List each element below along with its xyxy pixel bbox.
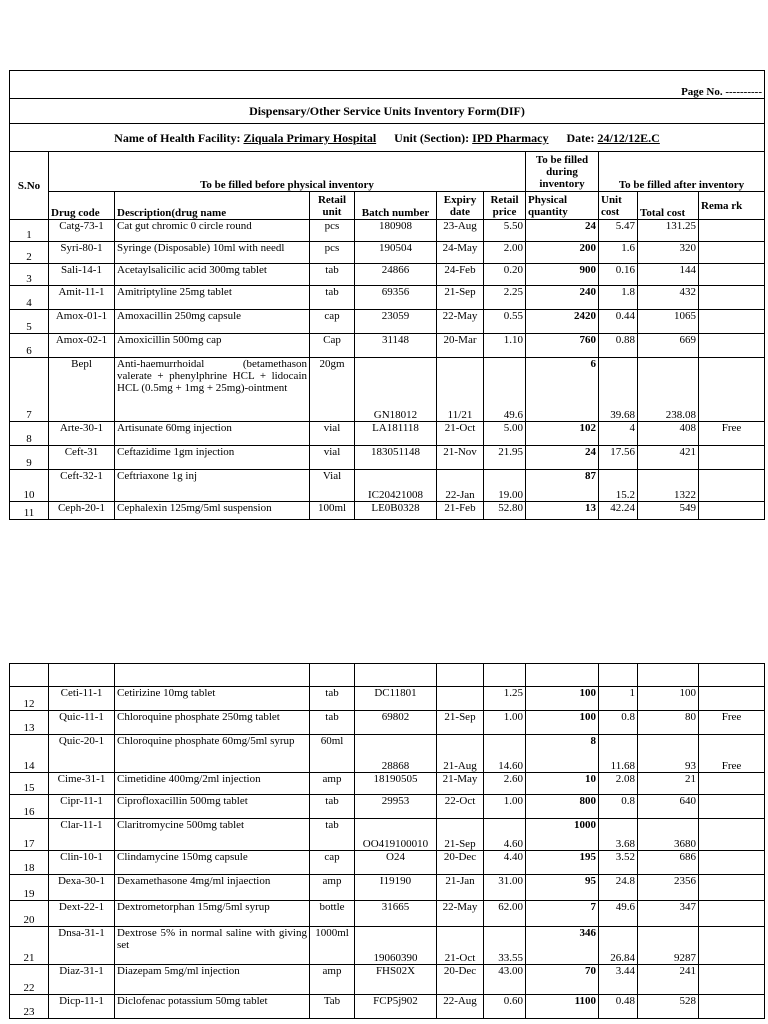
table-row [10,995,765,1019]
row-total-cost: 421 [638,446,699,470]
row-description: Ceftazidime 1gm injection [115,446,310,470]
row-sno: 21 [10,927,49,965]
inventory-table-page2 [9,663,765,1019]
row-retail-unit: tab [310,687,355,711]
row-remark: Free [699,735,765,773]
table-row [10,711,765,735]
row-drug-code: Quic-20-1 [49,735,115,773]
table-row [10,927,765,965]
row-expiry-date: 24-May [437,242,484,264]
row-batch-number: 24866 [355,264,437,286]
row-unit-cost: 15.2 [599,470,638,502]
row-physical-qty: 102 [526,422,599,446]
row-batch-number: 69802 [355,711,437,735]
row-batch-number: FCP5j902 [355,995,437,1019]
row-unit-cost: 1 [599,687,638,711]
table-row [10,264,765,286]
row-retail-unit: tab [310,819,355,851]
row-unit-cost: 42.24 [599,502,638,520]
row-batch-number: 180908 [355,220,437,242]
header-batch: Batch number [355,192,437,220]
row-retail-price: 2.25 [484,286,526,310]
row-total-cost: 320 [638,242,699,264]
row-description: Cat gut chromic 0 circle round [115,220,310,242]
row-physical-qty: 2420 [526,310,599,334]
row-retail-price: 52.80 [484,502,526,520]
row-expiry-date: 21-Nov [437,446,484,470]
row-unit-cost: 0.48 [599,995,638,1019]
header-after-inventory: To be filled after inventory [599,152,765,192]
row-drug-code: Ceft-32-1 [49,470,115,502]
row-physical-qty: 95 [526,875,599,901]
row-physical-qty: 195 [526,851,599,875]
row-remark [699,927,765,965]
table-row [10,795,765,819]
row-batch-number: 18190505 [355,773,437,795]
row-physical-qty: 1100 [526,995,599,1019]
row-description: Acetaylsalicilic acid 300mg tablet [115,264,310,286]
row-expiry-date: 21-Oct [437,422,484,446]
row-total-cost: 93 [638,735,699,773]
row-retail-price: 0.20 [484,264,526,286]
row-expiry-date: 22-Aug [437,995,484,1019]
row-unit-cost: 0.88 [599,334,638,358]
row-physical-qty: 900 [526,264,599,286]
row-expiry-date: 21-Jan [437,875,484,901]
row-total-cost: 669 [638,334,699,358]
row-description: Amoxacillin 250mg capsule [115,310,310,334]
row-unit-cost: 0.16 [599,264,638,286]
row-description: Dexamethasone 4mg/ml injaection [115,875,310,901]
row-sno: 14 [10,735,49,773]
row-batch-number: 183051148 [355,446,437,470]
row-sno: 13 [10,711,49,735]
row-description: Amitriptyline 25mg tablet [115,286,310,310]
row-retail-price: 1.10 [484,334,526,358]
row-sno: 9 [10,446,49,470]
row-sno: 16 [10,795,49,819]
row-total-cost: 9287 [638,927,699,965]
header-physical-qty: Physical quantity [526,192,599,220]
row-description: Dextrometorphan 15mg/5ml syrup [115,901,310,927]
row-sno: 6 [10,334,49,358]
header-expiry: Expiry date [437,192,484,220]
row-batch-number: LA181118 [355,422,437,446]
row-retail-price: 62.00 [484,901,526,927]
row-unit-cost: 2.08 [599,773,638,795]
row-batch-number: 31148 [355,334,437,358]
table-row [10,773,765,795]
row-retail-price: 4.60 [484,819,526,851]
row-sno: 8 [10,422,49,446]
form-title: Dispensary/Other Service Units Inventory Form(DIF) [10,99,765,124]
row-description: Diazepam 5mg/ml injection [115,965,310,995]
row-drug-code: Dnsa-31-1 [49,927,115,965]
row-physical-qty: 800 [526,795,599,819]
row-unit-cost: 3.52 [599,851,638,875]
row-sno: 10 [10,470,49,502]
row-total-cost: 80 [638,711,699,735]
unit-name: IPD Pharmacy [472,130,549,145]
row-expiry-date: 21-Aug [437,735,484,773]
row-retail-price: 31.00 [484,875,526,901]
row-description: Claritromycine 500mg tablet [115,819,310,851]
row-retail-unit: 60ml [310,735,355,773]
row-expiry-date: 21-Sep [437,711,484,735]
row-sno: 22 [10,965,49,995]
row-total-cost: 241 [638,965,699,995]
row-physical-qty: 6 [526,358,599,422]
row-physical-qty: 10 [526,773,599,795]
row-physical-qty: 8 [526,735,599,773]
row-sno: 1 [10,220,49,242]
row-remark [699,995,765,1019]
row-drug-code: Dexa-30-1 [49,875,115,901]
row-drug-code: Dext-22-1 [49,901,115,927]
row-physical-qty: 1000 [526,819,599,851]
header-unit-cost: Unit cost [599,192,638,220]
row-remark [699,819,765,851]
row-drug-code: Cipr-11-1 [49,795,115,819]
row-expiry-date: 20-Dec [437,851,484,875]
table-row [10,819,765,851]
page-number: Page No. ---------- [10,71,765,99]
row-retail-price: 5.50 [484,220,526,242]
facility-line: Name of Health Facility: Ziquala Primary Hospital Unit (Section): IPD Pharmacy Date: 24/12/12E.C [10,124,765,152]
header-description: Description(drug name [115,192,310,220]
row-retail-unit: amp [310,875,355,901]
row-total-cost: 432 [638,286,699,310]
row-drug-code: Amit-11-1 [49,286,115,310]
row-expiry-date: 22-Oct [437,795,484,819]
row-batch-number: 29953 [355,795,437,819]
row-description: Cimetidine 400mg/2ml injection [115,773,310,795]
row-remark [699,875,765,901]
row-retail-price: 0.60 [484,995,526,1019]
row-physical-qty: 24 [526,446,599,470]
table-row [10,334,765,358]
row-retail-price: 1.00 [484,711,526,735]
row-retail-unit: amp [310,965,355,995]
row-retail-price: 14.60 [484,735,526,773]
row-retail-price: 43.00 [484,965,526,995]
row-batch-number: IC20421008 [355,470,437,502]
row-retail-unit: vial [310,422,355,446]
header-drug-code: Drug code [49,192,115,220]
row-remark [699,470,765,502]
row-total-cost: 2356 [638,875,699,901]
row-unit-cost: 39.68 [599,358,638,422]
row-expiry-date: 21-Sep [437,819,484,851]
facility-name: Ziquala Primary Hospital [243,130,377,145]
row-physical-qty: 7 [526,901,599,927]
row-expiry-date: 11/21 [437,358,484,422]
table-row [10,286,765,310]
row-total-cost: 408 [638,422,699,446]
row-retail-price: 5.00 [484,422,526,446]
header-during-inventory: To be filled during inventory [526,152,599,192]
row-retail-unit: tab [310,795,355,819]
row-retail-price: 2.60 [484,773,526,795]
table-row [10,446,765,470]
row-description: Cephalexin 125mg/5ml suspension [115,502,310,520]
row-expiry-date: 20-Mar [437,334,484,358]
row-unit-cost: 5.47 [599,220,638,242]
table-row [10,220,765,242]
row-unit-cost: 0.44 [599,310,638,334]
row-unit-cost: 26.84 [599,927,638,965]
row-physical-qty: 87 [526,470,599,502]
table-row [10,502,765,520]
inventory-table-page1 [9,70,765,520]
table-row [10,358,765,422]
row-sno: 7 [10,358,49,422]
row-batch-number: FHS02X [355,965,437,995]
row-batch-number: DC11801 [355,687,437,711]
row-expiry-date: 23-Aug [437,220,484,242]
row-remark [699,264,765,286]
row-retail-unit: tab [310,286,355,310]
header-retail-unit: Retail unit [310,192,355,220]
row-total-cost: 686 [638,851,699,875]
row-retail-price: 1.25 [484,687,526,711]
row-drug-code: Sali-14-1 [49,264,115,286]
row-expiry-date: 21-Oct [437,927,484,965]
row-drug-code: Ceti-11-1 [49,687,115,711]
row-unit-cost: 1.6 [599,242,638,264]
row-description: Cetirizine 10mg tablet [115,687,310,711]
row-expiry-date: 20-Dec [437,965,484,995]
row-remark [699,795,765,819]
row-physical-qty: 346 [526,927,599,965]
header-sno: S.No [10,152,49,220]
header-remark: Rema rk [699,192,765,220]
row-total-cost: 131.25 [638,220,699,242]
row-retail-unit: pcs [310,242,355,264]
row-description: Ciprofloxacillin 500mg tablet [115,795,310,819]
row-remark [699,773,765,795]
form-date: 24/12/12E.C [597,130,660,145]
row-physical-qty: 240 [526,286,599,310]
row-sno: 20 [10,901,49,927]
row-retail-unit: 1000ml [310,927,355,965]
row-sno: 4 [10,286,49,310]
row-batch-number: 23059 [355,310,437,334]
row-retail-unit: pcs [310,220,355,242]
row-description: Diclofenac potassium 50mg tablet [115,995,310,1019]
row-remark [699,242,765,264]
row-sno: 5 [10,310,49,334]
row-description: Dextrose 5% in normal saline with giving set [115,927,310,965]
row-physical-qty: 100 [526,687,599,711]
row-retail-unit: cap [310,310,355,334]
row-retail-unit: bottle [310,901,355,927]
row-drug-code: Quic-11-1 [49,711,115,735]
row-expiry-date: 24-Feb [437,264,484,286]
row-batch-number: 190504 [355,242,437,264]
row-physical-qty: 100 [526,711,599,735]
row-total-cost: 1322 [638,470,699,502]
row-batch-number: LE0B0328 [355,502,437,520]
row-sno: 2 [10,242,49,264]
row-expiry-date: 22-May [437,901,484,927]
row-sno: 17 [10,819,49,851]
row-remark [699,502,765,520]
row-retail-price: 33.55 [484,927,526,965]
row-retail-unit: Vial [310,470,355,502]
row-remark [699,901,765,927]
table-row [10,901,765,927]
table-row [10,470,765,502]
row-total-cost: 100 [638,687,699,711]
header-total-cost: Total cost [638,192,699,220]
row-description: Chloroquine phosphate 60mg/5ml syrup [115,735,310,773]
row-expiry-date [437,687,484,711]
row-remark: Free [699,711,765,735]
row-retail-price: 0.55 [484,310,526,334]
row-drug-code: Clin-10-1 [49,851,115,875]
row-unit-cost: 4 [599,422,638,446]
row-batch-number: 31665 [355,901,437,927]
row-unit-cost: 3.44 [599,965,638,995]
row-retail-unit: tab [310,711,355,735]
row-remark [699,965,765,995]
table-row [10,851,765,875]
row-expiry-date: 21-Feb [437,502,484,520]
row-sno: 11 [10,502,49,520]
table-row [10,965,765,995]
row-remark [699,851,765,875]
row-batch-number: I19190 [355,875,437,901]
row-expiry-date: 22-Jan [437,470,484,502]
row-retail-unit: tab [310,264,355,286]
row-unit-cost: 3.68 [599,819,638,851]
row-description: Clindamycine 150mg capsule [115,851,310,875]
row-description: Artisunate 60mg injection [115,422,310,446]
row-sno: 23 [10,995,49,1019]
row-batch-number: OO419100010 [355,819,437,851]
row-retail-unit: Cap [310,334,355,358]
row-total-cost: 528 [638,995,699,1019]
row-batch-number: GN18012 [355,358,437,422]
row-physical-qty: 13 [526,502,599,520]
row-unit-cost: 17.56 [599,446,638,470]
row-retail-price: 21.95 [484,446,526,470]
row-remark: Free [699,422,765,446]
row-retail-unit: amp [310,773,355,795]
row-retail-price: 19.00 [484,470,526,502]
row-remark [699,687,765,711]
row-batch-number: 28868 [355,735,437,773]
header-retail-price: Retail price [484,192,526,220]
table-row [10,735,765,773]
row-retail-price: 4.40 [484,851,526,875]
row-remark [699,334,765,358]
row-description: Anti-haemurrhoidal (betamethason valerate + phenylphrine HCL + lidocain HCL (0.5mg + 1mg + 25mg)-ointment [115,358,310,422]
row-description: Ceftriaxone 1g inj [115,470,310,502]
row-total-cost: 1065 [638,310,699,334]
row-physical-qty: 200 [526,242,599,264]
row-unit-cost: 1.8 [599,286,638,310]
table-row [10,875,765,901]
row-total-cost: 3680 [638,819,699,851]
row-physical-qty: 70 [526,965,599,995]
row-expiry-date: 22-May [437,310,484,334]
row-sno: 3 [10,264,49,286]
row-sno: 19 [10,875,49,901]
table-row [10,687,765,711]
row-drug-code: Cime-31-1 [49,773,115,795]
row-drug-code: Diaz-31-1 [49,965,115,995]
row-total-cost: 21 [638,773,699,795]
row-unit-cost: 11.68 [599,735,638,773]
row-drug-code: Catg-73-1 [49,220,115,242]
row-drug-code: Clar-11-1 [49,819,115,851]
table-row [10,422,765,446]
row-remark [699,446,765,470]
row-batch-number: 19060390 [355,927,437,965]
row-drug-code: Amox-01-1 [49,310,115,334]
row-retail-unit: vial [310,446,355,470]
row-sno: 18 [10,851,49,875]
table-row [10,242,765,264]
row-sno: 12 [10,687,49,711]
row-drug-code: Arte-30-1 [49,422,115,446]
row-unit-cost: 0.8 [599,795,638,819]
row-remark [699,286,765,310]
row-description: Syringe (Disposable) 10ml with needl [115,242,310,264]
row-total-cost: 238.08 [638,358,699,422]
row-batch-number: 69356 [355,286,437,310]
row-description: Chloroquine phosphate 250mg tablet [115,711,310,735]
row-drug-code: Ceph-20-1 [49,502,115,520]
row-drug-code: Ceft-31 [49,446,115,470]
row-retail-price: 1.00 [484,795,526,819]
row-retail-price: 49.6 [484,358,526,422]
header-before-inventory: To be filled before physical inventory [49,152,526,192]
row-drug-code: Syri-80-1 [49,242,115,264]
row-retail-price: 2.00 [484,242,526,264]
row-unit-cost: 24.8 [599,875,638,901]
row-retail-unit: 20gm [310,358,355,422]
row-expiry-date: 21-May [437,773,484,795]
row-unit-cost: 49.6 [599,901,638,927]
row-unit-cost: 0.8 [599,711,638,735]
row-expiry-date: 21-Sep [437,286,484,310]
row-drug-code: Dicp-11-1 [49,995,115,1019]
table-row [10,310,765,334]
row-remark [699,358,765,422]
row-retail-unit: cap [310,851,355,875]
row-description: Amoxicillin 500mg cap [115,334,310,358]
row-total-cost: 347 [638,901,699,927]
row-sno: 15 [10,773,49,795]
row-physical-qty: 24 [526,220,599,242]
row-total-cost: 144 [638,264,699,286]
row-remark [699,220,765,242]
row-physical-qty: 760 [526,334,599,358]
row-batch-number: O24 [355,851,437,875]
row-retail-unit: Tab [310,995,355,1019]
row-drug-code: Amox-02-1 [49,334,115,358]
row-retail-unit: 100ml [310,502,355,520]
row-drug-code: Bepl [49,358,115,422]
row-remark [699,310,765,334]
row-total-cost: 549 [638,502,699,520]
row-total-cost: 640 [638,795,699,819]
